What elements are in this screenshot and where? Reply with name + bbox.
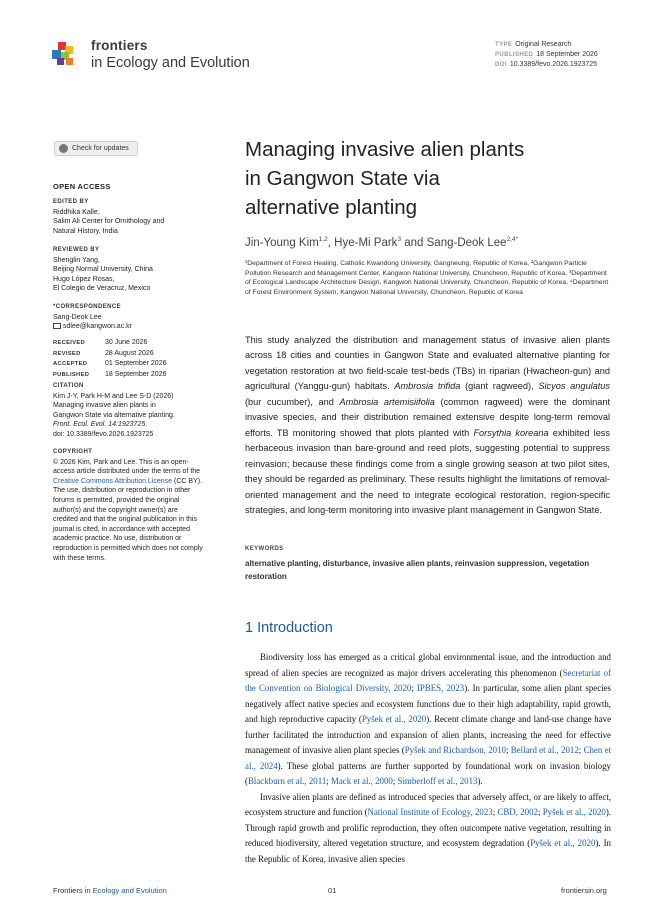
article-title: Managing invasive alien plants in Gangwon State via alternative planting	[245, 138, 525, 219]
citation-link[interactable]: National Institute of Ecology, 2023	[367, 807, 493, 817]
update-icon	[59, 144, 68, 153]
citation-link[interactable]: IPBES, 2023	[416, 683, 465, 693]
citation-link[interactable]: Blackburn et al., 2011	[247, 776, 327, 786]
license-link[interactable]: Creative Commons Attribution License	[53, 477, 173, 485]
open-access-label: OPEN ACCESS	[53, 182, 111, 191]
email-icon	[53, 323, 61, 329]
citation-link[interactable]: Pyšek and Richardson, 2010	[404, 745, 506, 755]
article-meta: TYPE Original Research PUBLISHED 18 September 2026 DOI 10.3389/fevo.2026.1923725	[495, 41, 598, 68]
check-for-updates-button[interactable]: Check for updates	[54, 141, 138, 156]
paragraph: Biodiversity loss has emerged as a critical global environmental issue, and the introduction and spread of alien species are recognized as major drivers accelerating this phenomenon (Secretariat of the Convention on Biological Diversity, 2020; IPBES, 2023). In particular, some alien plant species negatively affect native species and ecosystem functions due to their high adaptability, rapid growth, and high reproductive capacity (Pyšek et al., 2020). Recent climate change and land-use change have further facilitated the introduction and expansion of alien plants, increasing the need for effective management of invasive alien plant species (Pyšek and Richardson, 2010; Bellard et al., 2012; Chen et al., 2024). These global patterns are further supported by foundational work on invasion biology (Blackburn et al., 2011; Mack et al., 2000; Simberloff et al., 2013).	[245, 652, 612, 786]
email-link[interactable]: sdlee@kangwon.ac.kr	[63, 323, 132, 331]
citation-link[interactable]: Mack et al., 2000	[330, 776, 393, 786]
citation-link[interactable]: Pyšek et al., 2020	[542, 807, 606, 817]
correspondence: *CORRESPONDENCE Sang-Deok Lee sdlee@kangwon.ac.kr	[53, 304, 132, 331]
citation-link[interactable]: Pyšek et al., 2020	[361, 714, 427, 724]
citation-link[interactable]: Secretariat of the Convention on Biological Diversity, 2020	[245, 667, 611, 693]
citation-link[interactable]: CBD, 2002	[497, 807, 538, 817]
brand-name: frontiers	[91, 38, 148, 53]
author-list: Jin-Young Kim$^{1,2}$, Hye-Mi Park$^3$ and Sang-Deok Lee$^{2,4*}$	[245, 236, 519, 249]
reviewed-by: REVIEWED BY Shenglin Yang, Beijing Normal University, China Hugo López Rosas, El Colegio de Veracruz, Mexico	[53, 247, 153, 293]
section-heading: 1 Introduction	[245, 620, 333, 636]
citation-link[interactable]: Simberloff et al., 2013	[397, 776, 478, 786]
affiliations: ¹Department of Forest Healing, Catholic Kwandong University, Gangneung, Republic of Korea, ²Gangwon Particle Pollution Research and Management Center, Kangwon National University, Chuncheon, Republic of Korea, ³Department of Ecological Landscape Architecture Design, Kangwon National University, Chuncheon, Republic of Korea, ⁴Department of Forest Environment System, Kangwon National University, Chuncheon, Republic of Korea	[245, 260, 609, 296]
frontiers-logo	[52, 42, 76, 66]
footer-journal: Frontiers in Ecology and Evolution	[53, 886, 167, 895]
dates: RECEIVED 30 June 2026 REVISED 28 August 2026 ACCEPTED 01 September 2026 PUBLISHED 18 September 2026	[53, 339, 167, 378]
body-text	[245, 650, 611, 867]
article-type: Original Research	[515, 41, 572, 48]
doi[interactable]: 10.3389/fevo.2026.1923725	[509, 61, 598, 68]
page-number: 01	[328, 886, 337, 895]
keywords: alternative planting, disturbance, invasive alien plants, reinvasion suppression, vegetation restoration	[245, 559, 590, 581]
author: Jin-Young Kim	[245, 236, 319, 249]
author: Hye-Mi Park	[334, 236, 398, 249]
citation-link[interactable]: Chen et al., 2024	[245, 745, 612, 771]
journal-name: in Ecology and Evolution	[91, 55, 250, 71]
published-date: 18 September 2026	[536, 51, 598, 58]
author: Sang-Deok Lee	[426, 236, 507, 249]
paragraph: Invasive alien plants are defined as introduced species that adversely affect, or are likely to affect, ecosystem structure and function (National Institute of Ecology, 2023; CBD, 2002; Pyšek et al., 2020). Through rapid growth and prolific reproduction, they often outcompete native vegetation, resulting in reduced biodiversity, altered vegetation structure, and ecosystem degradation (Pyšek et al., 2020). In the Republic of Korea, invasive alien species	[245, 791, 612, 864]
abstract: This study analyzed the distribution and management status of invasive alien plants across 18 cities and counties in Gangwon State and evaluated alternative planting for vegetation restoration at two field-scale test-beds (TBs) in riparian (Hwacheon-gun) and agricultural (Yanggu-gun) habitats. Ambrosia trifida (giant ragweed), Sicyos angulatus (bur cucumber), and Ambrosia artemisiifolia (common ragweed) were the dominant invasive species, and their distribution remained extensive despite long-term removal efforts. TB monitoring showed that plots planted with Forsythia koreana exhibited less herbaceous invasion than bare-ground and reed plots, suggesting potential to suppress reinvasion; because these findings come from a single growing season at two pilot sites, they should be regarded as preliminary. These results highlight the limitations of removal-oriented management and the need to integrate ecological restoration, region-specific strategies, and long-term monitoring into invasive plant management in Gangwon State.	[245, 335, 610, 515]
keywords-heading: KEYWORDS	[245, 546, 284, 552]
citation-link[interactable]: Bellard et al., 2012	[510, 745, 579, 755]
copyright: COPYRIGHT © 2026 Kim, Park and Lee. This is an open-access article distributed under the terms of the Creative Commons Attribution License (CC BY). The use, distribution or reproduction in other forums is permitted, provided the original author(s) and the copyright owner(s) are credited and that the original publication in this journal is cited, in accordance with accepted academic practice. No use, distribution or reproduction is permitted which does not comply with these terms.	[53, 449, 203, 562]
citation: CITATION Kim J-Y, Park H-M and Lee S-D (2026) Managing invasive alien plants in Gangwon State via alternative planting. Front. Ecol. Evol. 14:1923725. doi: 10.3389/fevo.2026.1923725	[53, 383, 175, 438]
edited-by: EDITED BY Riddhika Kalle, Salim Ali Center for Ornithology and Natural History, India	[53, 199, 165, 235]
footer-site-link[interactable]: frontiersin.org	[561, 886, 607, 895]
citation-link[interactable]: Pyšek et al., 2020	[530, 838, 596, 848]
